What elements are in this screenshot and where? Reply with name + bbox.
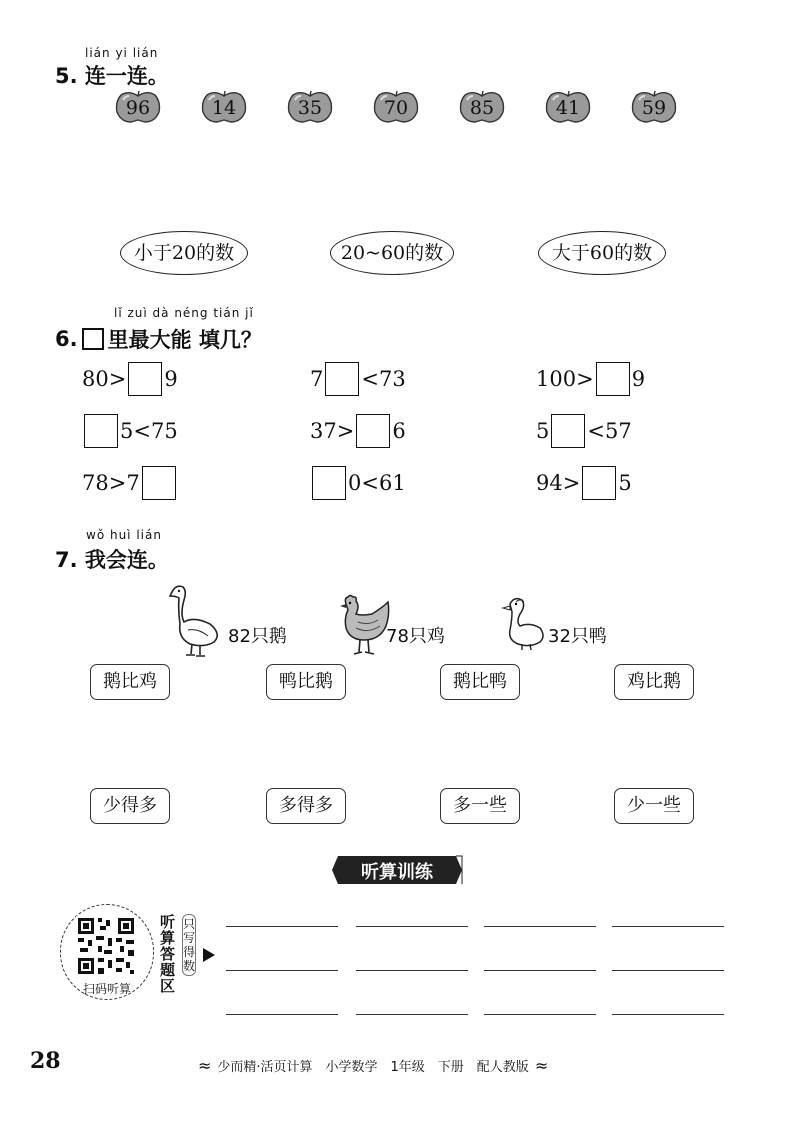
answer-box[interactable] <box>596 362 630 396</box>
compare-box-4[interactable]: 鸡比鹅 <box>614 664 694 700</box>
answer-line[interactable] <box>612 970 724 971</box>
answer-line[interactable] <box>612 926 724 927</box>
apple-number[interactable] <box>115 90 161 124</box>
apple-value: 85 <box>469 97 495 119</box>
q6-pinyin: lǐ zuì dà néng tián jǐ <box>114 306 254 320</box>
qr-caption: 扫码听算 <box>82 982 131 996</box>
answer-line[interactable] <box>484 970 596 971</box>
inequality-item <box>82 362 178 396</box>
answer-box[interactable] <box>582 466 616 500</box>
inequality-after: <73 <box>361 367 406 391</box>
inequality-before: 5 <box>536 419 550 443</box>
degree-box-3[interactable]: 多一些 <box>440 788 520 824</box>
empty-square-icon <box>82 328 104 350</box>
apple-number[interactable] <box>631 90 677 124</box>
q7-pinyin: wǒ huì lián <box>86 528 162 542</box>
category-oval-1[interactable]: 小于20的数 <box>120 231 248 275</box>
apple-number[interactable] <box>373 90 419 124</box>
triangle-arrow-icon <box>203 948 215 962</box>
chicken-icon <box>332 594 392 658</box>
inequality-before: 78>7 <box>82 471 140 495</box>
inequality-after: 5<75 <box>120 419 178 443</box>
inequality-after: 6 <box>392 419 406 443</box>
inequality-before: 100> <box>536 367 594 391</box>
apple-value: 59 <box>641 97 667 119</box>
q5-pinyin: lián yi lián <box>85 46 159 60</box>
compare-box-1[interactable]: 鹅比鸡 <box>90 664 170 700</box>
wave-right-icon: ≈ <box>534 1056 549 1075</box>
apple-value: 14 <box>211 97 237 119</box>
apple-value: 35 <box>297 97 323 119</box>
answer-line[interactable] <box>356 1014 468 1015</box>
answer-box[interactable] <box>356 414 390 448</box>
answer-box[interactable] <box>551 414 585 448</box>
wave-left-icon: ≈ <box>198 1056 212 1075</box>
q6-title-text: 里最大能 填几？ <box>107 328 262 352</box>
answer-box[interactable] <box>84 414 118 448</box>
answer-line[interactable] <box>226 1014 338 1015</box>
inequality-item <box>82 466 178 500</box>
duck-label: 32只鸭 <box>548 626 607 647</box>
page-number: 28 <box>30 1048 61 1074</box>
footer <box>198 1056 548 1075</box>
inequality-after: 9 <box>631 367 646 391</box>
answer-box[interactable] <box>142 466 176 500</box>
answer-line[interactable] <box>226 970 338 971</box>
q6-title-number: 6. <box>55 327 78 351</box>
q6-title <box>55 324 262 354</box>
chicken-label: 78只鸡 <box>386 626 445 647</box>
inequality-after: 9 <box>164 367 178 391</box>
answer-box[interactable] <box>128 362 162 396</box>
duck-icon <box>500 596 546 652</box>
answer-area-note: 只写得数 <box>182 914 196 976</box>
inequality-item <box>82 414 178 448</box>
goose-icon <box>166 582 224 658</box>
apple-value: 70 <box>383 97 409 119</box>
qr-code-icon[interactable] <box>76 916 136 976</box>
degree-box-1[interactable]: 少得多 <box>90 788 170 824</box>
inequality-after: 5 <box>618 471 632 495</box>
inequality-before: 37> <box>310 419 355 443</box>
compare-box-3[interactable]: 鹅比鸭 <box>440 664 520 700</box>
inequality-after: 0<61 <box>348 471 406 495</box>
inequality-item <box>536 414 632 448</box>
inequality-after: <57 <box>587 419 632 443</box>
apple-number[interactable] <box>545 90 591 124</box>
apple-value: 41 <box>555 97 581 119</box>
compare-box-2[interactable]: 鸭比鹅 <box>266 664 346 700</box>
inequality-item <box>536 466 632 500</box>
answer-line[interactable] <box>356 970 468 971</box>
goose-label: 82只鹅 <box>228 626 287 647</box>
answer-line[interactable] <box>484 926 596 927</box>
inequality-item <box>536 362 645 396</box>
inequality-before: 7 <box>310 367 324 391</box>
listening-banner <box>330 854 464 886</box>
apple-value: 96 <box>125 97 151 119</box>
footer-text: 少而精·活页计算 小学数学 1年级 下册 配人教版 <box>217 1060 529 1075</box>
inequality-before: 94> <box>536 471 581 495</box>
answer-line[interactable] <box>356 926 468 927</box>
inequality-item <box>310 414 406 448</box>
category-oval-2[interactable]: 20~60的数 <box>330 231 454 275</box>
answer-area-label: 听算答题区 <box>160 913 176 995</box>
answer-box[interactable] <box>325 362 359 396</box>
q7-title: 7. 我会连。 <box>55 548 169 572</box>
banner-title: 听算训练 <box>361 862 433 883</box>
answer-box[interactable] <box>312 466 346 500</box>
apple-number[interactable] <box>201 90 247 124</box>
degree-box-4[interactable]: 少一些 <box>614 788 694 824</box>
answer-line[interactable] <box>612 1014 724 1015</box>
inequality-item <box>310 466 406 500</box>
apple-number[interactable] <box>287 90 333 124</box>
degree-box-2[interactable]: 多得多 <box>266 788 346 824</box>
answer-line[interactable] <box>484 1014 596 1015</box>
inequality-item <box>310 362 406 396</box>
answer-line[interactable] <box>226 926 338 927</box>
apple-number[interactable] <box>459 90 505 124</box>
category-oval-3[interactable]: 大于60的数 <box>538 231 666 275</box>
inequality-before: 80> <box>82 367 127 391</box>
q5-title: 5. 连一连。 <box>55 64 169 88</box>
